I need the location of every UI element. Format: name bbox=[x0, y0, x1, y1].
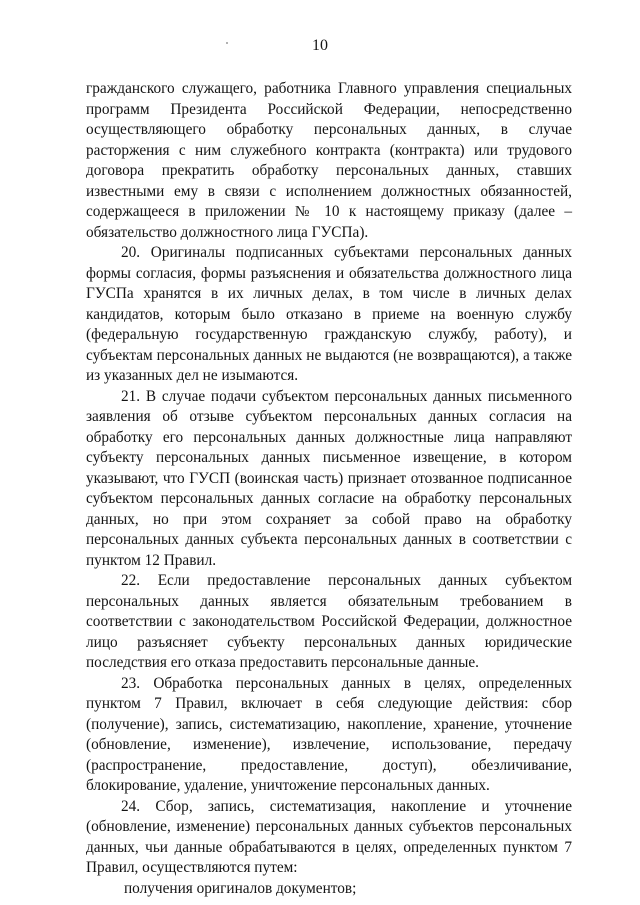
paragraph-21: 21. В случае подачи субъектом персональных данных письменного заявления об отзыве субъектом персональных данных согласия на обработку его персональных данных должностные лица направляют субъекту персональных данных письменное извещение, в котором указывают, что ГУСП (воинская часть) признает отозванное подписанное субъектом персональных данных согласие на обработку персональных данных, но при этом сохраняет за собой право на обработку персональных данных субъекта персональных данных в соответствии с пунктом 12 Правил. bbox=[86, 387, 572, 569]
paragraph-24: 24. Сбор, запись, систематизация, накопление и уточнение (обновление, изменение) персональных данных субъектов персональных данных, чьи данные обрабатываются в целях, определенных пунктом 7 Правил, осуществляются путем: bbox=[86, 797, 572, 876]
page-number: 10 bbox=[312, 37, 328, 54]
list-item-originals: получения оригиналов документов; bbox=[124, 879, 357, 897]
paragraph-continuation: гражданского служащего, работника Главного управления специальных программ Президента Российской Федерации, непосредственно осуществляющего обработку персональных данных, в случае расторжения с ним служебного контракта (контракта) или трудового договора прекратить обработку персональных данных, ставших известными ему в связи с исполнением должностных обязанностей, содержащееся в приложении № 10 к настоящему приказу (далее – обязательство должностного лица ГУСПа). bbox=[86, 80, 572, 241]
scan-speck bbox=[226, 42, 228, 44]
paragraph-22: 22. Если предоставление персональных данных субъектом персональных данных является обязательным требованием в соответствии с законодательством Российской Федерации, должностное лицо разъясняет субъекту персональных данных юридические последствия его отказа предоставить персональные данные. bbox=[86, 572, 572, 671]
paragraph-20: 20. Оригиналы подписанных субъектами персональных данных формы согласия, формы разъяснения и обязательства должностного лица ГУСПа хранятся в их личных делах, в том числе в личных делах кандидатов, которым было отказано в приеме на военную службу (федеральную государственную гражданскую службу, работу), и субъектам персональных данных не выдаются (не возвращаются), а также из указанных дел не изымаются. bbox=[86, 244, 572, 384]
document-body bbox=[86, 79, 572, 899]
paragraph-23: 23. Обработка персональных данных в целях, определенных пунктом 7 Правил, включает в себя следующие действия: сбор (получение), запись, систематизацию, накопление, хранение, уточнение (обновление, изменение), извлечение, использование, передачу (распространение, предоставление, доступ), обезличивание, блокирование, удаление, уничтожение персональных данных. bbox=[86, 674, 572, 794]
